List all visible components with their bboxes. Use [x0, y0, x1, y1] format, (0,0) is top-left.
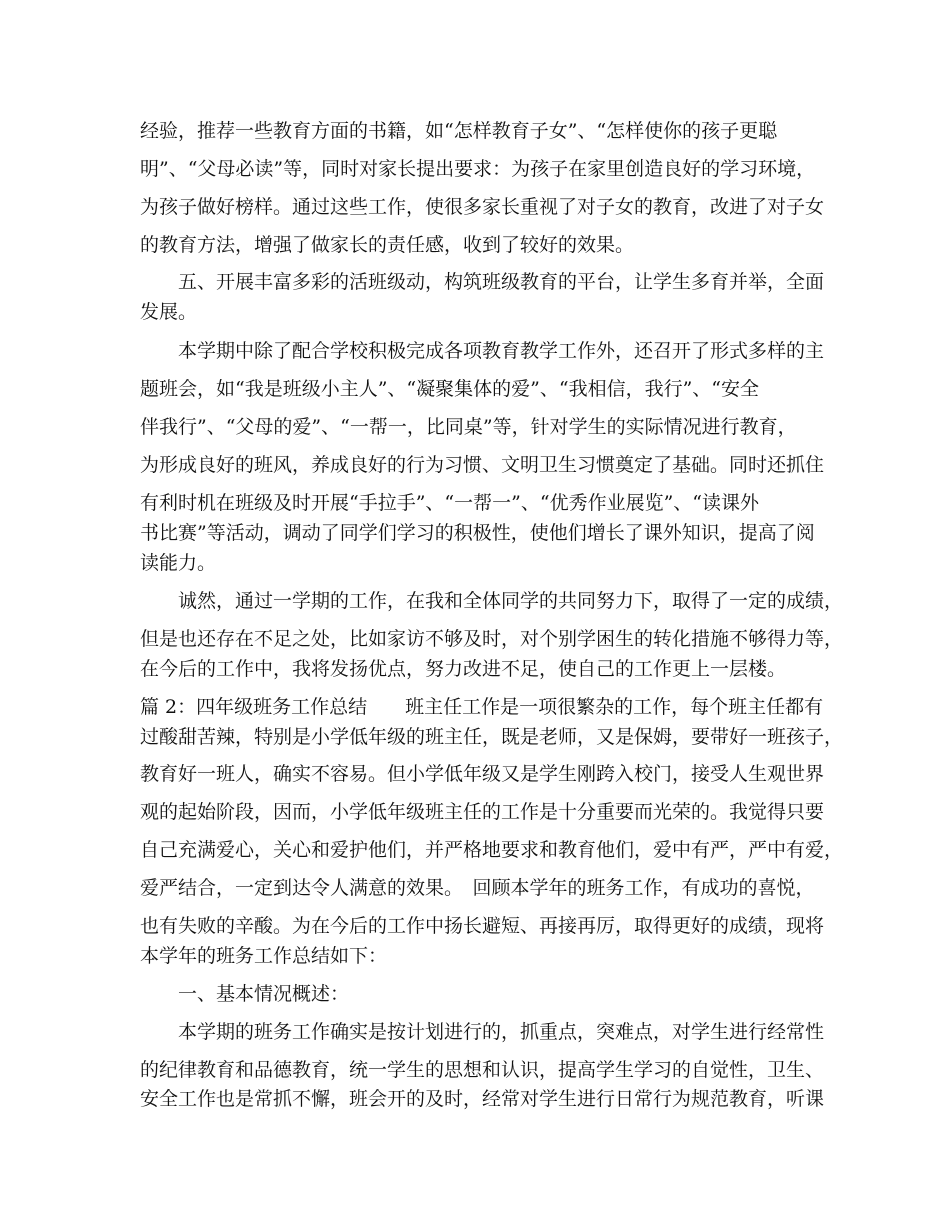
body-text-line: 诚然，通过一学期的工作，在我和全体同学的共同努力下，取得了一定的成绩， [178, 590, 844, 612]
body-text-line: 教育好一班人，确实不容易。但小学低年级又是学生刚跨入校门，接受人生观世界 [140, 763, 825, 785]
body-text-line: 安全工作也是常抓不懈，班会开的及时，经常对学生进行日常行为规范教育，听课 [140, 1088, 825, 1110]
body-text-line: 书比赛”等活动，调动了同学们学习的积极性，使他们增长了课外知识，提高了阅 [140, 522, 815, 544]
section-heading: 发展。 [140, 301, 198, 323]
body-text-line: 本学期的班务工作确实是按计划进行的，抓重点，突难点，对学生进行经常性 [178, 1021, 825, 1043]
body-text-line: 明”、“父母必读”等，同时对家长提出要求：为孩子在家里创造良好的学习环境， [140, 158, 816, 180]
body-text-line: 为形成良好的班风，养成良好的行为习惯、文明卫生习惯奠定了基础。同时还抓住 [140, 454, 825, 476]
body-text-line: 本学期中除了配合学校积极完成各项教育教学工作外，还召开了形式多样的主 [178, 340, 825, 362]
body-text-line: 爱严结合，一定到达令人满意的效果。 回顾本学年的班务工作，有成功的喜悦， [140, 877, 815, 899]
body-text-line: 读能力。 [140, 552, 217, 574]
body-text-line: 的纪律教育和品德教育，统一学生的思想和认识，提高学生学习的自觉性，卫生、 [140, 1059, 825, 1081]
body-text-line: 在今后的工作中，我将发扬优点，努力改进不足，使自己的工作更上一层楼。 [140, 658, 787, 680]
body-text-line: 但是也还存在不足之处，比如家访不够及时，对个别学困生的转化措施不够得力等， [140, 628, 844, 650]
body-text-line: 有利时机在班级及时开展“手拉手”、“一帮一”、“优秀作业展览”、“读课外 [140, 492, 759, 514]
body-text-line: 本学年的班务工作总结如下： [140, 945, 388, 967]
body-text-line: 观的起始阶段，因而，小学低年级班主任的工作是十分重要而光荣的。我觉得只要 [140, 801, 825, 823]
article-title-line: 篇 2：四年级班务工作总结 班主任工作是一项很繁杂的工作，每个班主任都有 [140, 696, 824, 718]
body-text-line: 也有失败的辛酸。为在今后的工作中扬长避短、再接再厉，取得更好的成绩，现将 [140, 915, 825, 937]
section-heading: 一、基本情况概述： [178, 983, 350, 1005]
body-text-line: 伴我行”、“父母的爱”、“一帮一，比同桌”等，针对学生的实际情况进行教育， [140, 416, 797, 438]
body-text-line: 经验，推荐一些教育方面的书籍，如“怎样教育子女”、“怎样使你的孩子更聪 [140, 120, 778, 142]
body-text-line: 过酸甜苦辣，特别是小学低年级的班主任，既是老师，又是保姆，要带好一班孩子， [140, 726, 844, 748]
body-text-line: 自己充满爱心，关心和爱护他们，并严格地要求和教育他们，爱中有严，严中有爱， [140, 839, 844, 861]
body-text-line: 为孩子做好榜样。通过这些工作，使很多家长重视了对子女的教育，改进了对子女 [140, 196, 825, 218]
body-text-line: 的教育方法，增强了做家长的责任感，收到了较好的效果。 [140, 234, 635, 256]
section-heading: 五、开展丰富多彩的活班级动，构筑班级教育的平台，让学生多育并举，全面 [178, 271, 825, 293]
body-text-line: 题班会，如“我是班级小主人”、“凝聚集体的爱”、“我相信，我行”、“安全 [140, 378, 759, 400]
